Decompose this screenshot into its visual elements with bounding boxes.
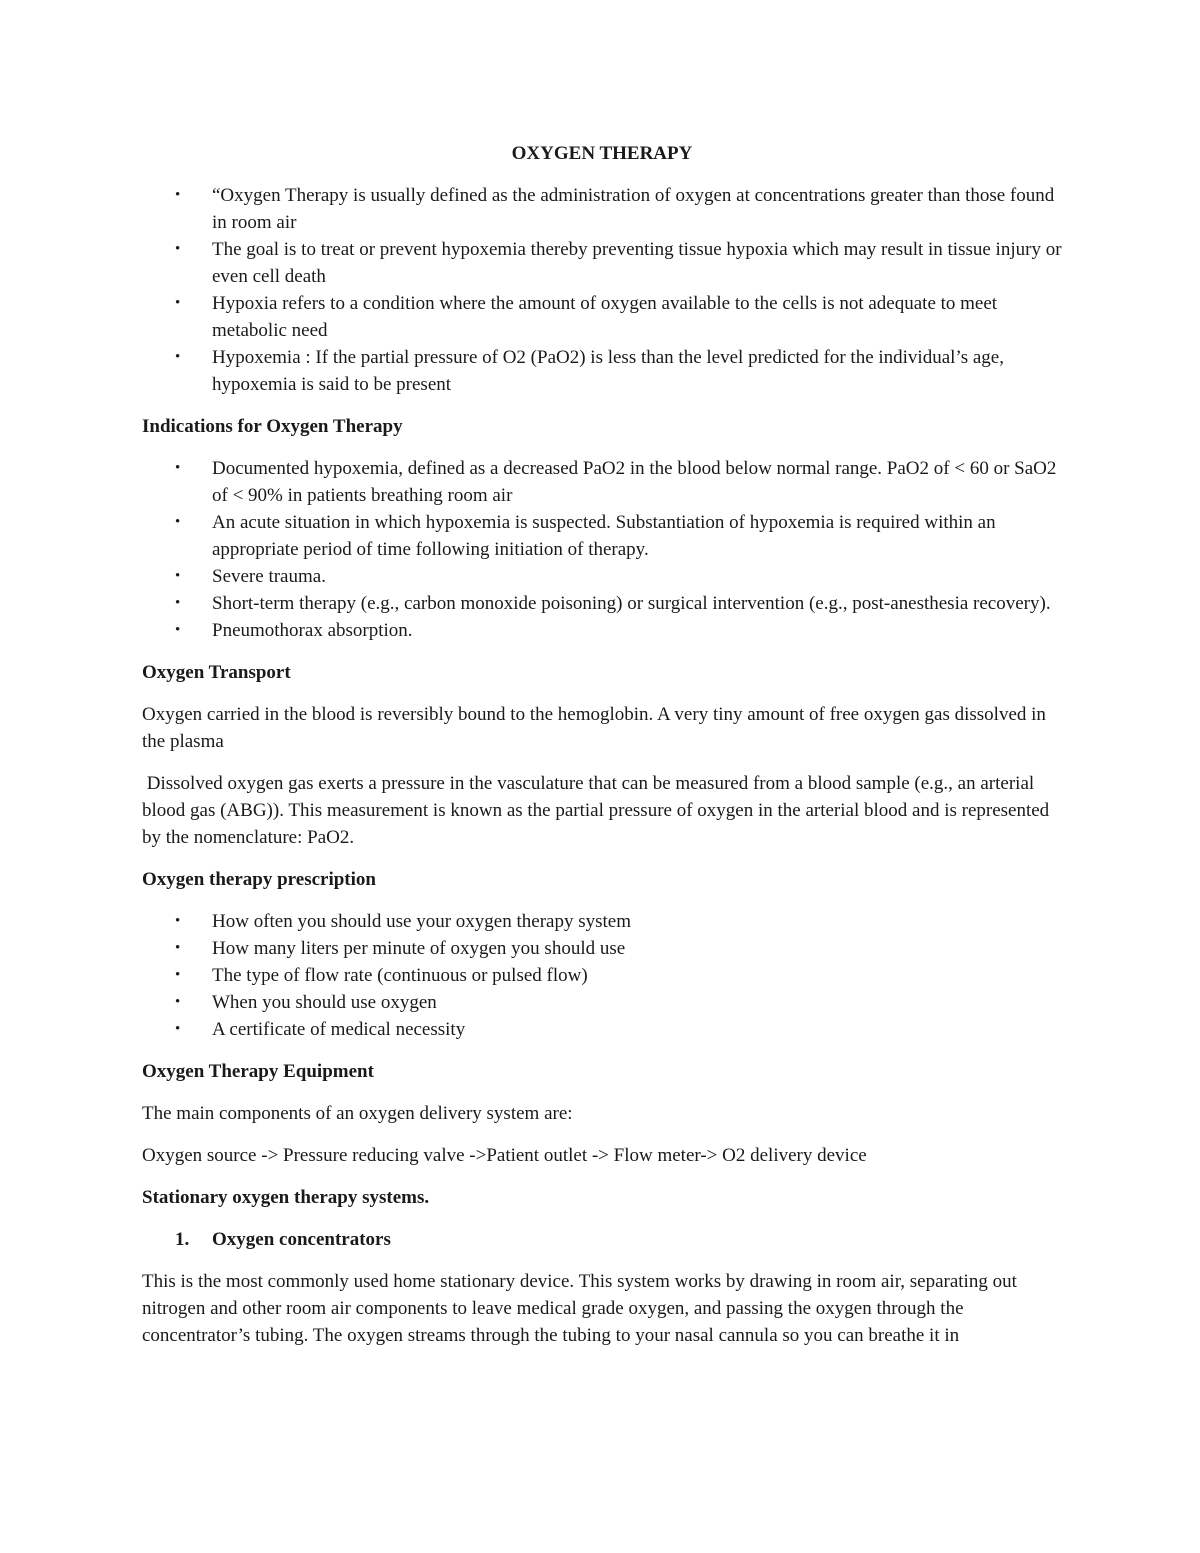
paragraph: Oxygen carried in the blood is reversibly bound to the hemoglobin. A very tiny amount of free oxygen gas dissolved in the plasma xyxy=(142,704,1046,752)
section-heading-prescription: Oxygen therapy prescription xyxy=(142,869,376,890)
bullet-icon: • xyxy=(175,295,181,311)
list-item: • Short-term therapy (e.g., carbon monoxide poisoning) or surgical intervention (e.g., post-anesthesia recovery). xyxy=(142,590,1062,617)
paragraph: Dissolved oxygen gas exerts a pressure in the vasculature that can be measured from a blood sample (e.g., an arterial blood gas (ABG)). This measurement is known as the partial pressure of oxygen in the arterial blood and is represented by the nomenclature: PaO2. xyxy=(142,773,1054,848)
paragraph: The main components of an oxygen delivery system are: xyxy=(142,1103,573,1124)
bullet-icon: • xyxy=(175,622,181,638)
list-item: • A certificate of medical necessity xyxy=(142,1016,1062,1043)
list-item: 1. Oxygen concentrators xyxy=(142,1226,1062,1253)
list-item: • Severe trauma. xyxy=(142,563,1062,590)
bullet-icon: • xyxy=(175,967,181,983)
list-item: • The goal is to treat or prevent hypoxemia thereby preventing tissue hypoxia which may result in tissue injury or even cell death xyxy=(142,236,1062,290)
bullet-icon: • xyxy=(175,940,181,956)
list-item: • Hypoxemia : If the partial pressure of O2 (PaO2) is less than the level predicted for the individual’s age, hypoxemia is said to be present xyxy=(142,344,1062,398)
bullet-icon: • xyxy=(175,994,181,1010)
list-item: • How often you should use your oxygen therapy system xyxy=(142,908,1062,935)
bullet-icon: • xyxy=(175,913,181,929)
indications-bullet-list xyxy=(142,455,1062,644)
document-body xyxy=(142,140,1062,1364)
bullet-icon: • xyxy=(175,595,181,611)
bullet-icon: • xyxy=(175,568,181,584)
stationary-numbered-list xyxy=(142,1226,1062,1253)
list-item: • The type of flow rate (continuous or pulsed flow) xyxy=(142,962,1062,989)
list-item: • “Oxygen Therapy is usually defined as the administration of oxygen at concentrations greater than those found in room air xyxy=(142,182,1062,236)
bullet-icon: • xyxy=(175,514,181,530)
list-item: • How many liters per minute of oxygen you should use xyxy=(142,935,1062,962)
bullet-icon: • xyxy=(175,241,181,257)
intro-bullet-list xyxy=(142,182,1062,398)
paragraph: Oxygen source -> Pressure reducing valve ->Patient outlet -> Flow meter-> O2 delivery device xyxy=(142,1145,867,1166)
bullet-icon: • xyxy=(175,349,181,365)
section-heading-indications: Indications for Oxygen Therapy xyxy=(142,416,403,437)
prescription-bullet-list xyxy=(142,908,1062,1043)
list-item: • An acute situation in which hypoxemia is suspected. Substantiation of hypoxemia is required within an appropriate period of time following initiation of therapy. xyxy=(142,509,1062,563)
section-heading-equipment: Oxygen Therapy Equipment xyxy=(142,1061,374,1082)
paragraph: This is the most commonly used home stationary device. This system works by drawing in room air, separating out nitrogen and other room air components to leave medical grade oxygen, and passing the oxygen through the concentrator’s tubing. The oxygen streams through the tubing to your nasal cannula so you can breathe it in xyxy=(142,1271,1017,1346)
list-item: • Hypoxia refers to a condition where the amount of oxygen available to the cells is not adequate to meet metabolic need xyxy=(142,290,1062,344)
document-title: OXYGEN THERAPY xyxy=(511,143,693,164)
section-heading-transport: Oxygen Transport xyxy=(142,662,291,683)
list-item: • Pneumothorax absorption. xyxy=(142,617,1062,644)
list-item: • Documented hypoxemia, defined as a decreased PaO2 in the blood below normal range. PaO2 of < 60 or SaO2 of < 90% in patients breathing room air xyxy=(142,455,1062,509)
list-item: • When you should use oxygen xyxy=(142,989,1062,1016)
bullet-icon: • xyxy=(175,187,181,203)
list-number: 1. xyxy=(175,1229,190,1250)
bullet-icon: • xyxy=(175,460,181,476)
section-heading-stationary: Stationary oxygen therapy systems. xyxy=(142,1187,430,1208)
bullet-icon: • xyxy=(175,1021,181,1037)
